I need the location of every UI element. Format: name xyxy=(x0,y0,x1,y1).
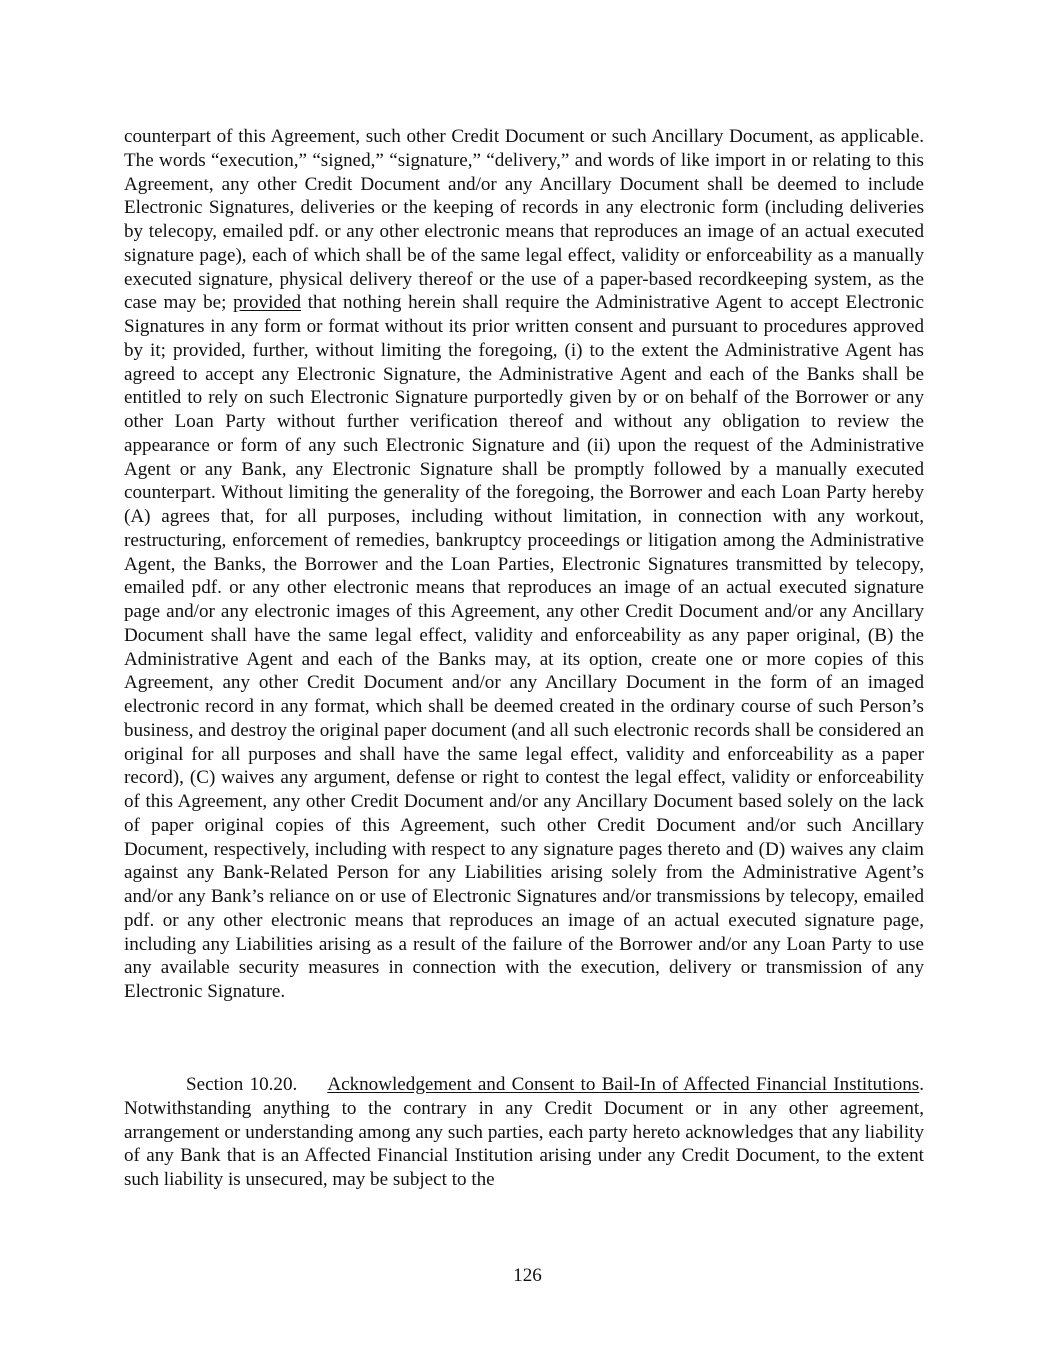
paragraph-electronic-signatures xyxy=(124,125,924,1004)
page-number: 126 xyxy=(513,1265,542,1286)
section-heading: Acknowledgement and Consent to Bail-In of Affected Financial Institutions xyxy=(327,1074,920,1095)
paragraph-text-part-a: counterpart of this Agreement, such other Credit Document or such Ancillary Document, as applicable. The words “execution,” “signed,” “signature,” “delivery,” and words of like import in or relating to this Agreement, any other Credit Document and/or any Ancillary Document shall be deemed to include Electronic Signatures, deliveries or the keeping of records in any electronic form (including deliveries by telecopy, emailed pdf. or any other electronic means that reproduces an image of an actual executed signature page), each of which shall be of the same legal effect, validity or enforceability as a manually executed signature, physical delivery thereof or the use of a paper-based recordkeeping system, as the case may be; xyxy=(124,126,924,314)
provided-term: provided xyxy=(233,292,302,314)
paragraph-text-part-b: that nothing herein shall require the Administrative Agent to accept Electronic Signatures in any form or format without its prior written consent and pursuant to procedures approved by it; provided, further, without limiting the foregoing, (i) to the extent the Administrative Agent has agreed to accept any Electronic Signature, the Administrative Agent and each of the Banks shall be entitled to rely on such Electronic Signature purportedly given by or on behalf of the Borrower or any other Loan Party without further verification thereof and without any obligation to review the appearance or form of any such Electronic Signature and (ii) upon the request of the Administrative Agent or any Bank, any Electronic Signature shall be promptly followed by a manually executed counterpart. Without limiting the generality of the foregoing, the Borrower and each Loan Party hereby (A) agrees that, for all purposes, including without limitation, in connection with any workout, restructuring, enforcement of remedies, bankruptcy proceedings or litigation among the Administrative Agent, the Banks, the Borrower and the Loan Parties, Electronic Signatures transmitted by telecopy, emailed pdf. or any other electronic means that reproduces an image of an actual executed signature page and/or any electronic images of this Agreement, any other Credit Document and/or any Ancillary Document shall have the same legal effect, validity and enforceability as any paper original, (B) the Administrative Agent and each of the Banks may, at its option, create one or more copies of this Agreement, any other Credit Document and/or any Ancillary Document in the form of an imaged electronic record in any format, which shall be deemed created in the ordinary course of such Person’s business, and destroy the original paper document (and all such electronic records shall be considered an original for all purposes and shall have the same legal effect, validity and enforceability as a paper record), (C) waives any argument, defense or right to contest the legal effect, validity or enforceability of this Agreement, any other Credit Document and/or any Ancillary Document based solely on the lack of paper original copies of this Agreement, such other Credit Document and/or such Ancillary Document, respectively, including with respect to any signature pages thereto and (D) waives any claim against any Bank-Related Person for any Liabilities arising solely from the Administrative Agent’s and/or any Bank’s reliance on or use of Electronic Signatures and/or transmissions by telecopy, emailed pdf. or any other electronic means that reproduces an image of an actual executed signature page, including any Liabilities arising as a result of the failure of the Borrower and/or any Loan Party to use any available security measures in connection with the execution, delivery or transmission of any Electronic Signature. xyxy=(124,292,924,1002)
section-10-20-paragraph xyxy=(124,1073,924,1192)
section-number: Section 10.20. xyxy=(186,1074,298,1095)
section-text: . Notwithstanding anything to the contrary in any Credit Document or in any other agreement, arrangement or understanding among any such parties, each party hereto acknowledges that any liability of any Bank that is an Affected Financial Institution arising under any Credit Document, to the extent such liability is unsecured, may be subject to the xyxy=(124,1074,924,1190)
